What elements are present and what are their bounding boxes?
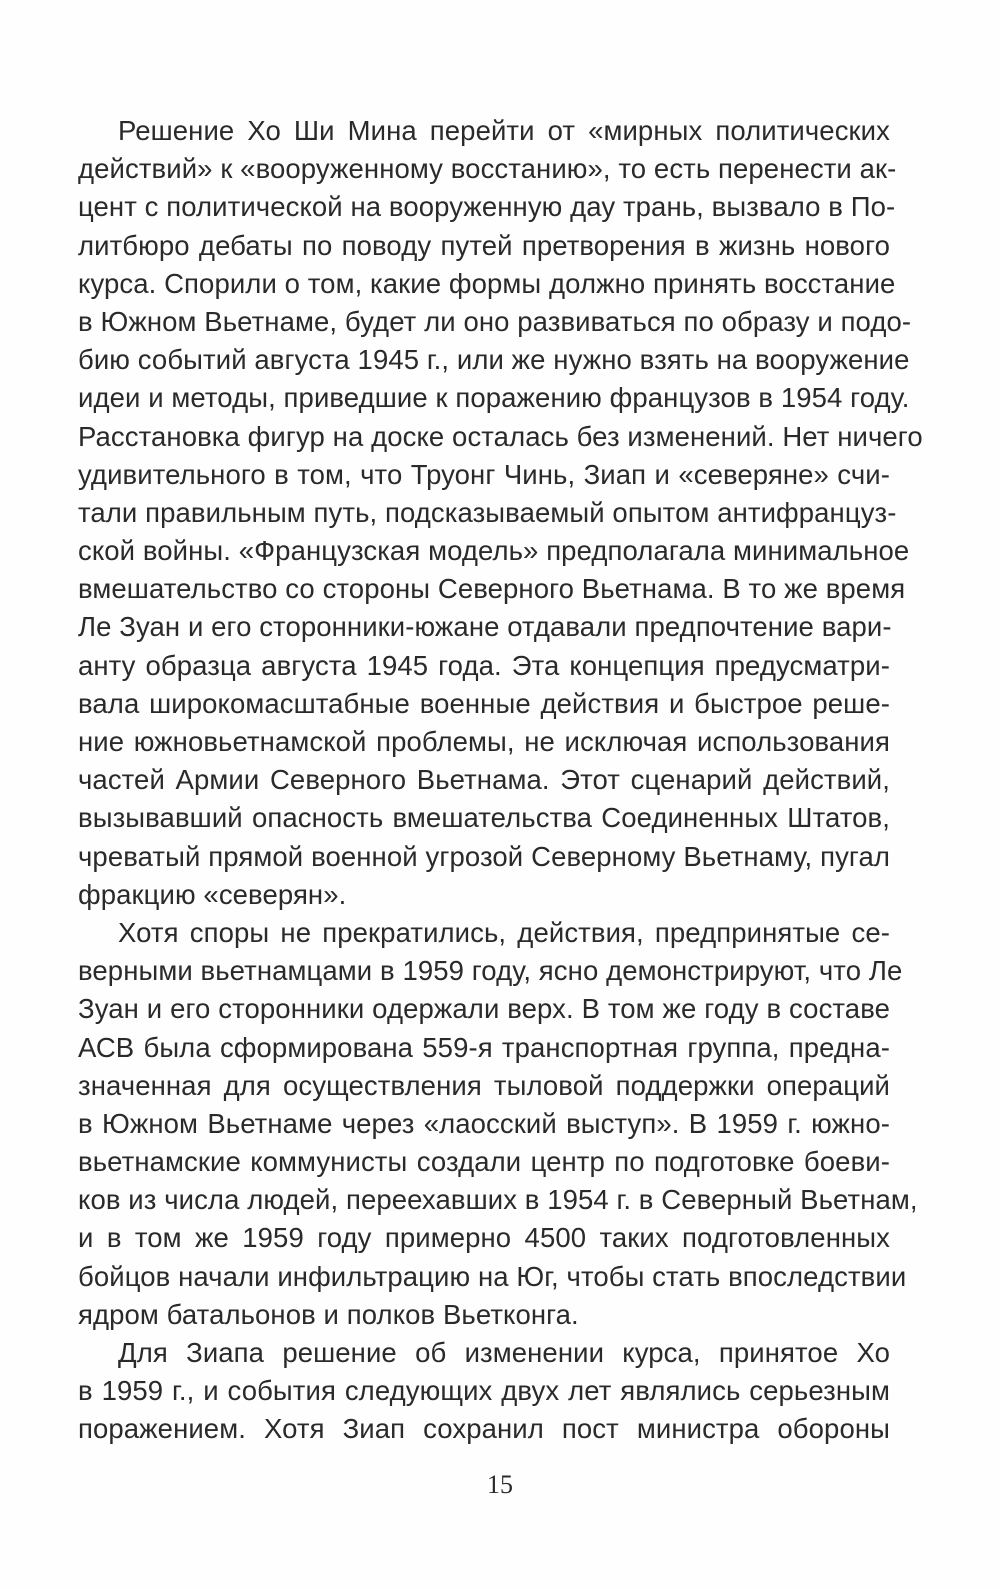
text-line: цент с политической на вооруженную дау трань, вызвало в По-: [78, 191, 896, 223]
text-line: тали правильным путь, подсказываемый опытом антифранцуз-: [78, 496, 897, 528]
body-text: [78, 112, 923, 1449]
text-line: значенная для осуществления тыловой поддержки операций: [78, 1069, 890, 1101]
text-line: действий» к «вооруженному восстанию», то есть перенести ак-: [78, 153, 897, 185]
text-line: в Южном Вьетнаме, будет ли оно развиваться по образу и подо-: [78, 305, 912, 337]
text-line: удивительного в том, что Труонг Чинь, Зиап и «северяне» счи-: [78, 458, 890, 490]
text-line: АСВ была сформирована 559-я транспортная группа, предна-: [78, 1031, 890, 1063]
text-line: ской войны. «Французская модель» предполагала минимальное: [78, 535, 910, 567]
text-line: идеи и методы, приведшие к поражению французов в 1954 году.: [78, 382, 910, 414]
text-line: Ле Зуан и его сторонники-южане отдавали предпочтение вари-: [78, 611, 892, 643]
text-line: в Южном Вьетнаме через «лаосский выступ». В 1959 г. южно-: [78, 1107, 890, 1139]
text-line: фракцию «северян».: [78, 878, 347, 910]
text-line: вала широкомасштабные военные действия и быстрое реше-: [78, 687, 890, 719]
text-line: Расстановка фигур на доске осталась без изменений. Нет ничего: [78, 420, 923, 452]
page-number: 15: [487, 1470, 513, 1499]
text-line: курса. Спорили о том, какие формы должно принять восстание: [78, 267, 896, 299]
text-line: вызывавший опасность вмешательства Соединенных Штатов,: [78, 802, 890, 834]
text-line: ние южновьетнамской проблемы, не исключая использования: [78, 726, 890, 757]
text-line: верными вьетнамцами в 1959 году, ясно демонстрируют, что Ле: [78, 955, 903, 987]
text-line: в 1959 г., и события следующих двух лет являлись серьезным: [78, 1375, 890, 1407]
text-line: Для Зиапа решение об изменении курса, принятое Хо: [118, 1337, 890, 1368]
text-line: чреватый прямой военной угрозой Северному Вьетнаму, пугал: [78, 840, 890, 872]
text-line: литбюро дебаты по поводу путей претворения в жизнь нового: [78, 229, 890, 261]
text-line: частей Армии Северного Вьетнама. Этот сценарий действий,: [78, 764, 890, 796]
text-line: Хотя споры не прекратились, действия, предпринятые се-: [118, 916, 890, 948]
text-line: вмешательство со стороны Северного Вьетнама. В то же время: [78, 573, 906, 605]
text-line: ков из числа людей, переехавших в 1954 г. в Северный Вьетнам,: [78, 1184, 918, 1216]
text-line: бию событий августа 1945 г., или же нужно взять на вооружение: [78, 344, 910, 376]
text-line: Зуан и его сторонники одержали верх. В том же году в составе: [78, 993, 890, 1025]
text-line: бойцов начали инфильтрацию на Юг, чтобы стать впоследствии: [78, 1260, 907, 1292]
text-line: поражением. Хотя Зиап сохранил пост министра обороны: [78, 1413, 890, 1445]
text-line: ядром батальонов и полков Вьетконга.: [78, 1298, 579, 1330]
text-line: вьетнамские коммунисты создали центр по подготовке боеви-: [78, 1146, 890, 1178]
text-line: анту образца августа 1945 года. Эта концепция предусматри-: [78, 649, 890, 681]
text-line: и в том же 1959 году примерно 4500 таких подготовленных: [78, 1222, 890, 1254]
text-line: Решение Хо Ши Мина перейти от «мирных политических: [118, 115, 890, 146]
